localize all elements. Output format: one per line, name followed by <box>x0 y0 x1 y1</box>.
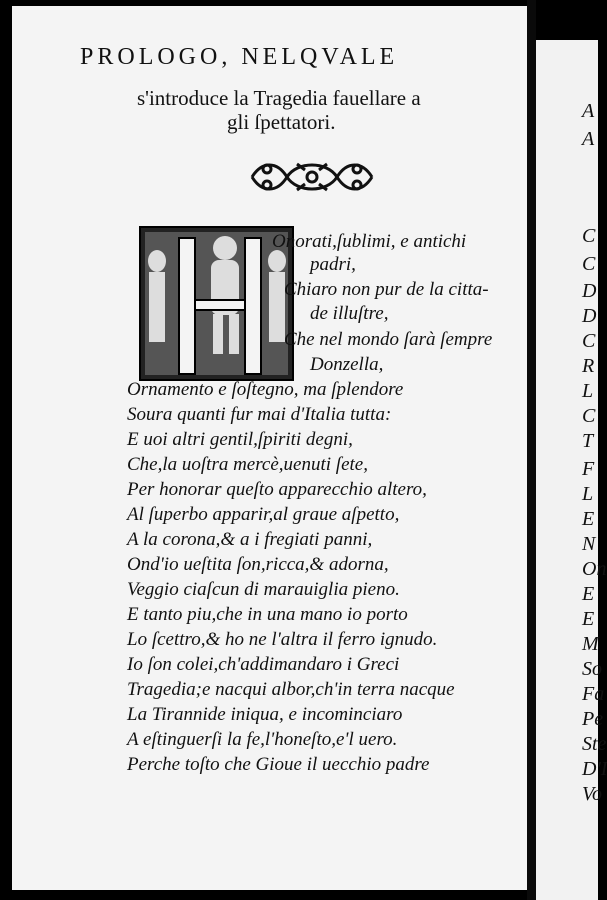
facing-page-letter: C <box>582 225 596 247</box>
verse-line: Al ſuperbo apparir,al graue aſpetto, <box>127 504 400 525</box>
verse-line: Onorati,ſublimi, e antichi <box>272 231 467 252</box>
facing-page-edge <box>536 40 607 900</box>
facing-page-letter: T <box>582 430 594 452</box>
verse-line: Per honorar queſto apparecchio altero, <box>127 479 427 500</box>
verse-line: A eſtinguerſi la fe,l'honeſto,e'l uero. <box>127 729 398 750</box>
facing-page-letter: N <box>582 533 596 555</box>
facing-page-letter: F <box>582 458 595 480</box>
facing-page-letter: Pe <box>582 708 604 730</box>
facing-page-letter: E <box>582 583 595 605</box>
verse-line: E uoi altri gentil,ſpiriti degni, <box>127 429 353 450</box>
verse-line: Che nel mondo ſarà ſempre <box>284 329 493 350</box>
facing-page-letter: So <box>582 658 602 680</box>
verse-line: Donzella, <box>310 354 384 375</box>
verse-line: Lo ſcettro,& ho ne l'altra il ferro ignudo. <box>127 629 438 650</box>
ornament-icon <box>247 156 377 198</box>
facing-page-letter: D'I <box>582 758 607 780</box>
facing-page-letter: Ste <box>582 733 607 755</box>
book-page <box>12 6 530 890</box>
verse-line: de illuſtre, <box>310 303 389 324</box>
verse-line: Ornamento e ſoſtegno, ma ſplendore <box>127 379 404 400</box>
decorated-initial-h <box>139 226 294 381</box>
verse-line: padri, <box>310 254 356 275</box>
facing-page-letter: L <box>582 483 594 505</box>
facing-page-letter: D <box>582 280 597 302</box>
facing-page-letter: On <box>582 558 607 580</box>
facing-page-letter: A <box>582 100 595 122</box>
facing-page-letter: Vo <box>582 783 602 805</box>
prologue-title: PROLOGO, NELQVALE <box>80 44 399 70</box>
verse-line: Tragedia;e nacqui albor,ch'in terra nacque <box>127 679 455 700</box>
facing-page-letter: M <box>582 633 599 655</box>
book-gutter <box>527 0 536 900</box>
verse-line: A la corona,& a i fregiati panni, <box>127 529 373 550</box>
facing-page-letter: C <box>582 330 596 352</box>
facing-page-letter: D <box>582 305 597 327</box>
verse-line: Veggio ciaſcun di marauiglia pieno. <box>127 579 400 600</box>
facing-page-letter: L <box>582 380 594 402</box>
verse-line: Soura quanti fur mai d'Italia tutta: <box>127 404 392 425</box>
verse-line: Chiaro non pur de la citta- <box>284 279 489 300</box>
verse-line: Che,la uoſtra mercè,uenuti ſete, <box>127 454 368 475</box>
facing-page-letter: C <box>582 405 596 427</box>
facing-page-letter: E <box>582 508 595 530</box>
verse-line: La Tirannide iniqua, e incominciaro <box>127 704 403 725</box>
facing-page-letter: A <box>582 128 595 150</box>
facing-page-letter: Fa <box>582 683 605 705</box>
prologue-subtitle-line1: s'introduce la Tragedia fauellare a <box>137 86 421 110</box>
prologue-subtitle-line2: gli ſpettatori. <box>227 110 336 134</box>
verse-line: Perche toſto che Gioue il uecchio padre <box>127 754 430 775</box>
facing-page-letter: E <box>582 608 595 630</box>
verse-line: Ond'io ueſtita ſon,ricca,& adorna, <box>127 554 389 575</box>
facing-page-letter: R <box>582 355 595 377</box>
verse-line: Io ſon colei,ch'addimandaro i Greci <box>127 654 400 675</box>
facing-page-letter: C <box>582 253 596 275</box>
verse-line: E tanto piu,che in una mano io porto <box>127 604 408 625</box>
